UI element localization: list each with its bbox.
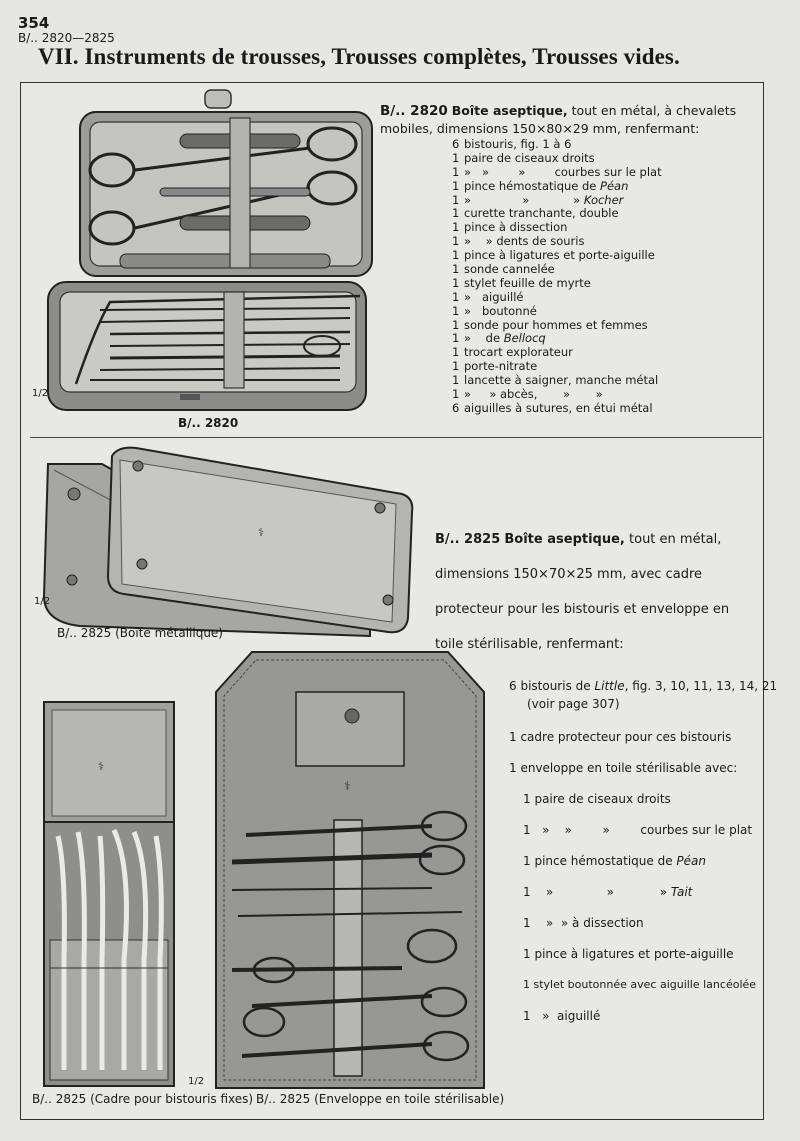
list-item: 1 pince à dissection xyxy=(452,220,568,235)
list-item: 1 enveloppe en toile stérilisable avec: xyxy=(509,761,738,775)
page-number: 354 xyxy=(18,14,50,32)
list-item: 1 » » » Tait xyxy=(523,885,693,899)
scalpel-frame-illustration xyxy=(40,700,180,1090)
section-title: VII. Instruments de trousses, Trousses complètes, Trousses vides. xyxy=(38,44,680,69)
list-item: 1 pince hémostatique de Péan xyxy=(452,178,629,193)
list-item: 1 pince à ligatures et porte-aiguille xyxy=(523,947,734,961)
product-name-2825: Boîte aseptique, xyxy=(504,532,625,547)
list-item: 1 pince à ligatures et porte-aiguille xyxy=(452,248,655,263)
caption-2825-box: B/.. 2825 (Boîte métallique) xyxy=(57,626,223,640)
svg-text:⚕: ⚕ xyxy=(258,526,264,539)
list-item: 1 » » » courbes sur le plat xyxy=(523,823,753,837)
list-item: 1 » aiguillé xyxy=(523,1009,601,1023)
metal-box-illustration xyxy=(40,446,415,638)
list-item: 1 » de Bellocq xyxy=(452,331,546,346)
list-item: 1 stylet boutonnée avec aiguille lancéolée xyxy=(523,978,757,991)
list-item: 1 curette tranchante, double xyxy=(452,206,619,221)
caption-2825-envelope: B/.. 2825 (Enveloppe en toile stérilisable) xyxy=(256,1092,505,1106)
list-item: 1 sonde pour hommes et femmes xyxy=(452,317,648,332)
scale-label-2820: 1/2 xyxy=(32,388,49,399)
description-2825 xyxy=(435,522,755,662)
envelope-illustration xyxy=(212,650,488,1092)
product-code-2820: B/.. 2820 xyxy=(380,103,448,119)
product-code-2825: B/.. 2825 xyxy=(435,532,501,547)
page-range: B/.. 2820—2825 xyxy=(18,31,115,45)
description-2820 xyxy=(380,102,752,137)
list-item: 6 bistouris, fig. 1 à 6 xyxy=(452,137,572,151)
list-item: (voir page 307) xyxy=(527,697,620,711)
list-item: 1 porte-nitrate xyxy=(452,359,538,374)
list-item: 1 » » abcès, » » xyxy=(452,387,603,402)
scale-label-2825-box: 1/2 xyxy=(34,596,51,607)
list-item: 1 » » » courbes sur le plat xyxy=(452,164,662,179)
list-item: 1 » » à dissection xyxy=(523,916,644,930)
section-divider xyxy=(30,437,762,438)
list-item: 1 paire de ciseaux droits xyxy=(452,150,595,165)
list-item: 1 stylet feuille de myrte xyxy=(452,275,591,290)
product-name-2820: Boîte aseptique, xyxy=(451,103,568,118)
scale-label-2825-frame: 1/2 xyxy=(188,1076,205,1087)
caption-2825-frame: B/.. 2825 (Cadre pour bistouris fixes) xyxy=(32,1092,254,1106)
product-desc-2820: tout en métal, à chevalets mobiles, dimensions 150×80×29 mm, renfermant: xyxy=(380,103,737,136)
list-item: 6 aiguilles à sutures, en étui métal xyxy=(452,400,653,415)
product-desc-2825: tout en métal, dimensions 150×70×25 mm, avec cadre protecteur pour les bistouris et enveloppe en toile stérilisable, renfermant: xyxy=(435,532,730,652)
list-item: 1 » aiguillé xyxy=(452,289,524,304)
svg-text:⚕: ⚕ xyxy=(344,779,351,793)
svg-text:⚕: ⚕ xyxy=(98,760,104,773)
list-item: 1 lancette à saigner, manche métal xyxy=(452,373,659,388)
list-item: 1 » » dents de souris xyxy=(452,234,585,249)
list-item: 1 » boutonné xyxy=(452,303,537,318)
list-item: 1 pince hémostatique de Péan xyxy=(523,854,706,868)
list-item: 1 sonde cannelée xyxy=(452,262,555,277)
instrument-case-illustration xyxy=(40,88,375,413)
list-item: 6 bistouris de Little, fig. 3, 10, 11, 13, 14, 21 xyxy=(509,679,778,693)
list-item: 1 cadre protecteur pour ces bistouris xyxy=(509,730,732,744)
list-item: 1 trocart explorateur xyxy=(452,345,573,360)
item-list-2820 xyxy=(452,138,662,416)
list-item: 1 paire de ciseaux droits xyxy=(523,792,671,806)
list-item: 1 » » » Kocher xyxy=(452,192,624,207)
caption-2820: B/.. 2820 xyxy=(178,416,239,430)
